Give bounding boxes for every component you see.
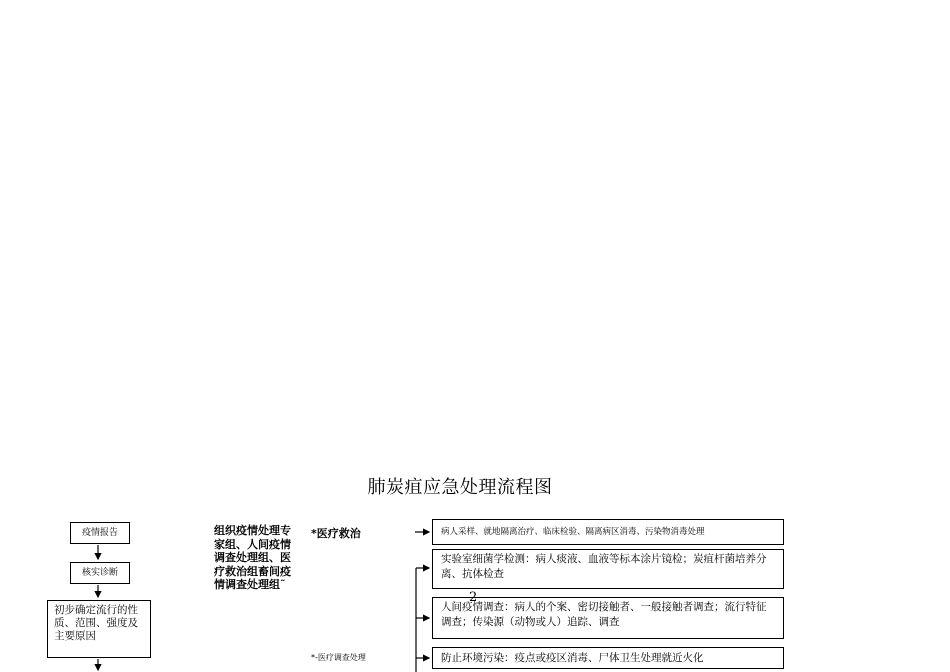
- page-number: 2: [469, 590, 478, 605]
- verify-diagnosis-label: 核实诊断: [81, 568, 118, 578]
- medical-investigation-label: *-医疗调查处理: [311, 653, 366, 662]
- organization-text: 组织疫情处理专家组、人间疫情调查处理组、医疗救治组畜间疫情调查处理组˜: [214, 524, 291, 591]
- right-box-3-text: 人间疫情调查：病人的个案、密切接触者、一般接触者调查；流行特征调查；传染源（动物或人）追踪、调查: [441, 601, 767, 628]
- medical-treatment-label: *医疗救治: [311, 527, 361, 540]
- page-title: 肺炭疽应急处理流程图: [367, 477, 553, 498]
- initial-determination-label: 初步确定流行的性质、范围、强度及主要原因: [54, 604, 138, 642]
- right-box-2-text: 实验室细菌学检测：病人痰液、血液等标本涂片镜检；炭疽杆菌培养分离、抗体检查: [441, 553, 767, 580]
- right-box-4-text: 防止环境污染：疫点或疫区消毒、尸体卫生处理就近火化: [441, 652, 704, 664]
- right-box-1-text: 病人采样、就地隔离治疗、临床检验、隔离病区消毒、污染物消毒处理: [441, 527, 705, 537]
- epidemic-report-label: 疫情报告: [81, 528, 118, 538]
